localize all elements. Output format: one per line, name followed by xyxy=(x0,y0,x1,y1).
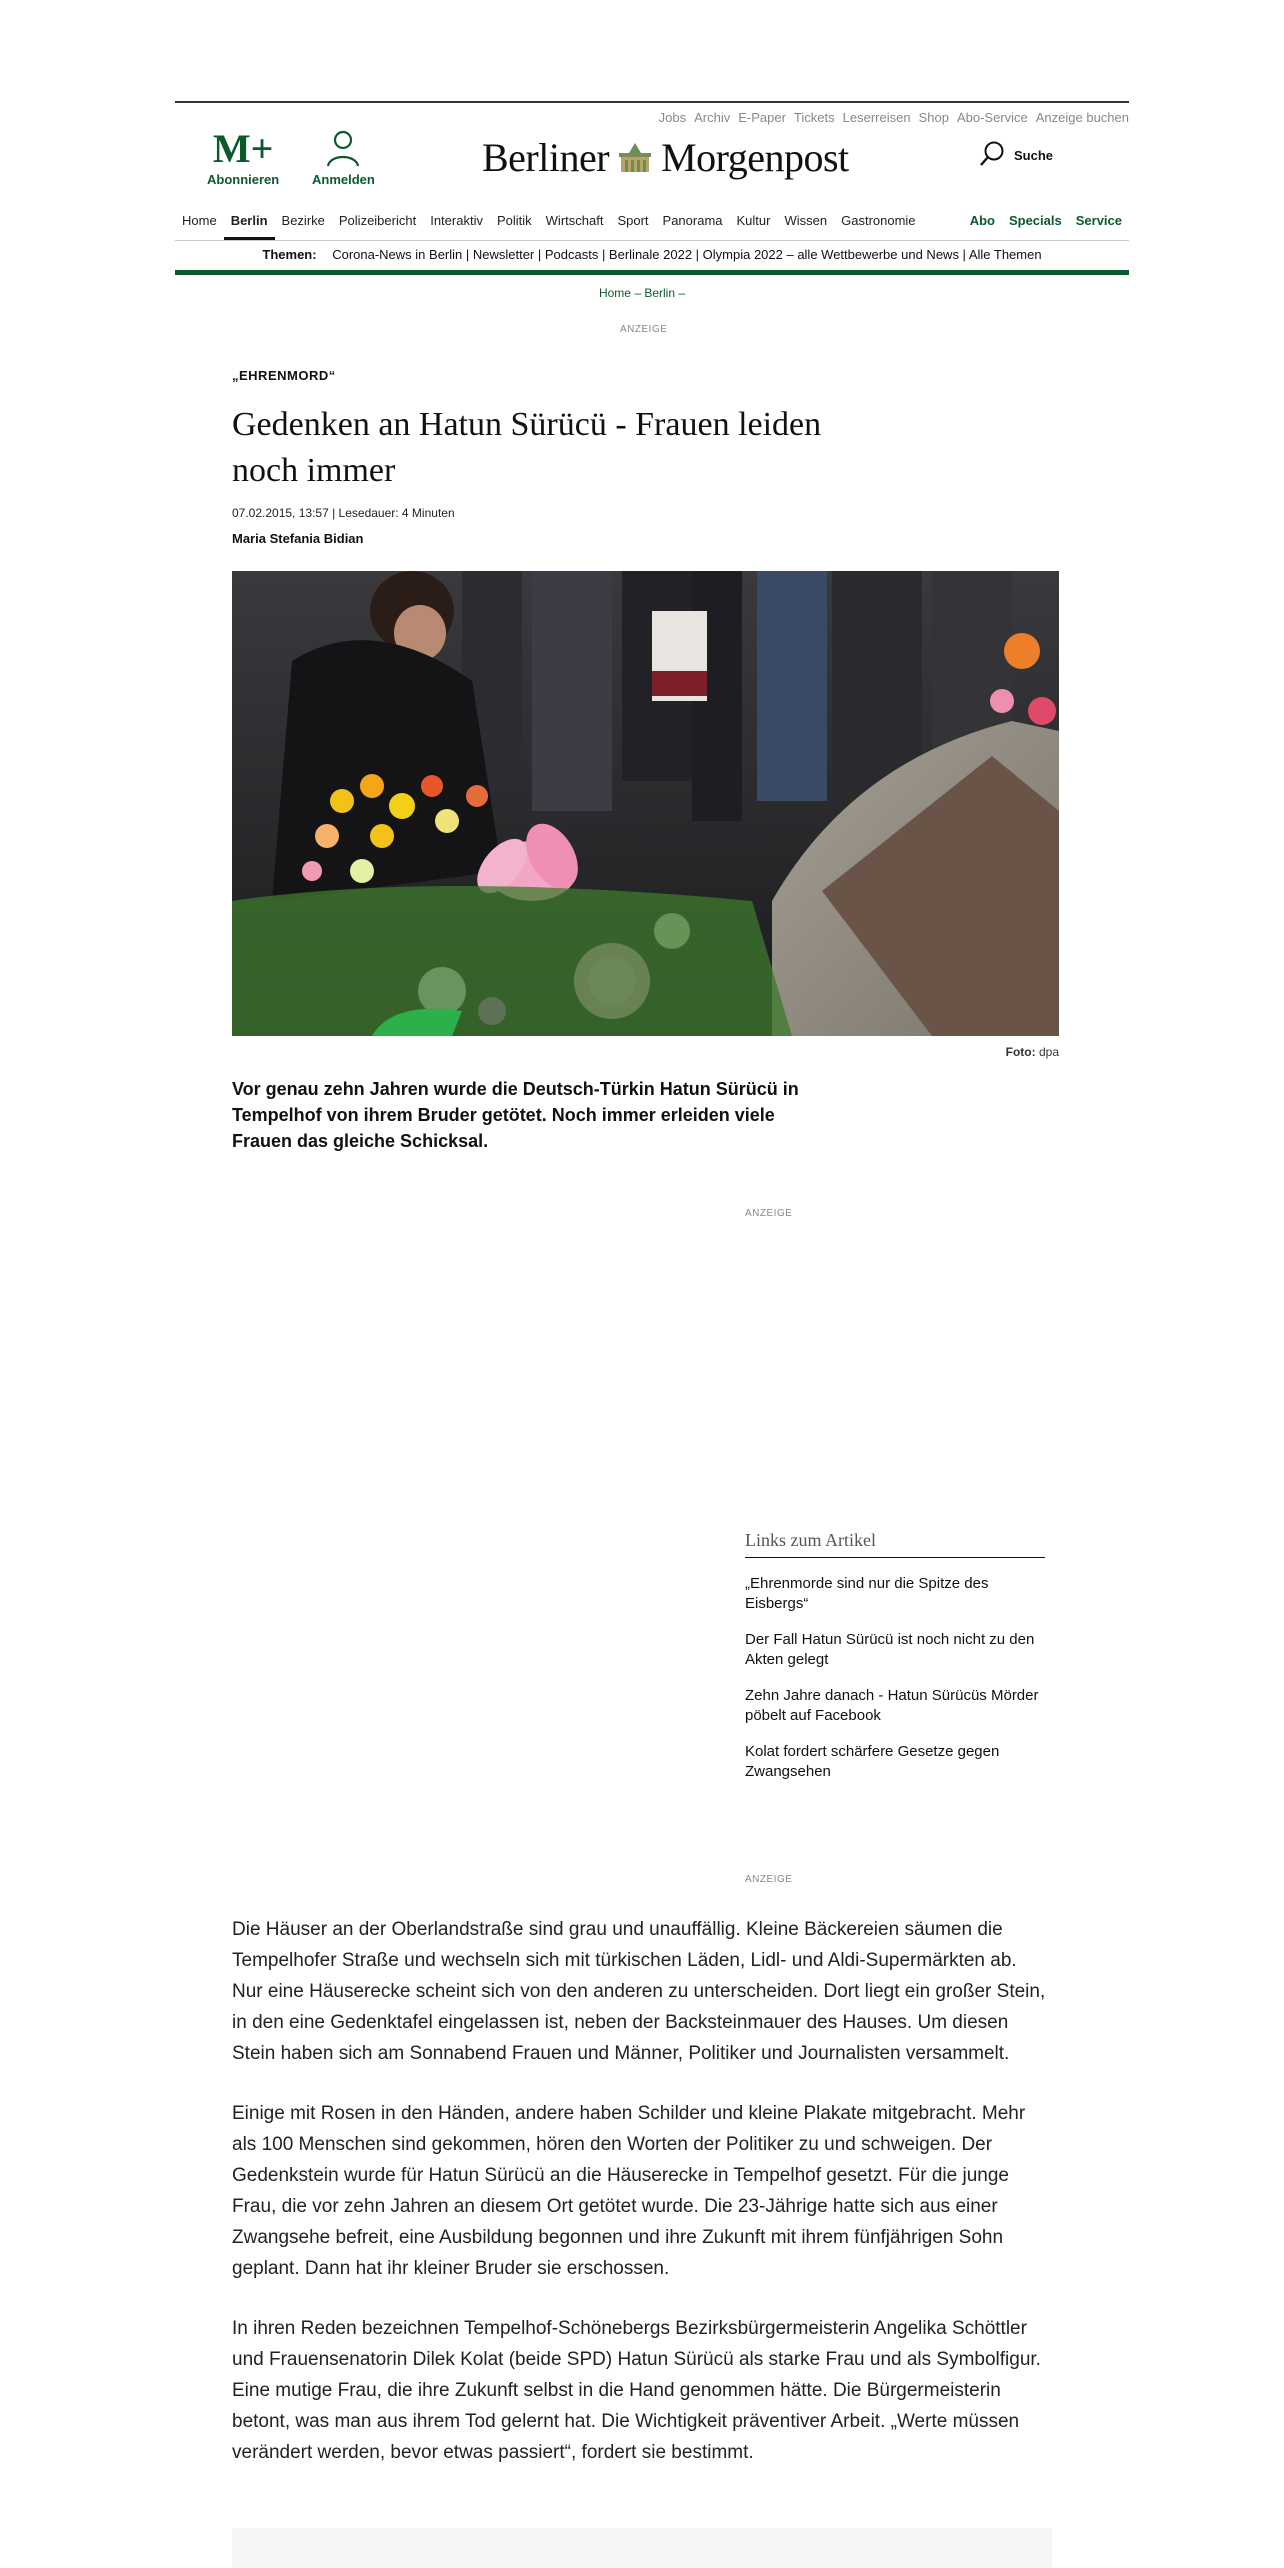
subscribe-button[interactable] xyxy=(207,128,279,187)
login-label: Anmelden xyxy=(312,172,375,187)
related-links xyxy=(745,1530,1045,1798)
logo-text-left: Berliner xyxy=(482,135,610,180)
article-paragraph: Einige mit Rosen in den Händen, andere haben Schilder und kleine Plakate mitgebracht. Mehr als 100 Menschen sind gekommen, hören den Worten der Politiker zu und schweigen. Der Gedenkstein wurde für Hatun Sürücü an die Häuserecke in Tempelhof gesetzt. Für die junge Frau, die vor zehn Jahren an diesem Ort getötet wurde. Die 23-Jährige hatte sich aus einer Zwangsehe befreit, eine Ausbildung begonnen und ihre Zukunft mit ihrem fünfjährigen Sohn geplant. Dann hat ihr kleiner Bruder sie erschossen. xyxy=(232,2103,1026,2279)
article-title: Gedenken an Hatun Sürücü - Frauen leiden noch immer xyxy=(232,406,822,489)
article-author[interactable]: Maria Stefania Bidian xyxy=(232,531,364,546)
photo-credit xyxy=(1006,1045,1059,1059)
ad-label-middle: ANZEIGE xyxy=(745,1208,793,1219)
content-box xyxy=(232,2528,1052,2568)
nav-item-politik[interactable]: Politik xyxy=(496,213,532,228)
top-rule xyxy=(175,101,1129,103)
nav-item-home[interactable]: Home xyxy=(182,213,217,228)
nav-item-panorama[interactable]: Panorama xyxy=(662,213,723,228)
site-logo[interactable] xyxy=(482,134,849,181)
nav-item-bezirke[interactable]: Bezirke xyxy=(281,213,325,228)
user-icon xyxy=(312,128,375,170)
nav-item-sport[interactable]: Sport xyxy=(617,213,649,228)
themen-bar xyxy=(175,247,1129,262)
nav-item-kultur[interactable]: Kultur xyxy=(736,213,771,228)
breadcrumb[interactable]: Home – Berlin – xyxy=(598,286,686,300)
ad-label-top: ANZEIGE xyxy=(620,324,668,335)
main-nav xyxy=(175,208,1129,240)
article-body xyxy=(232,1914,1052,2497)
nav-item-polizeibericht[interactable]: Polizeibericht xyxy=(338,213,417,228)
meta-link-abo-service[interactable]: Abo-Service xyxy=(956,110,1028,125)
ad-label-bottom: ANZEIGE xyxy=(745,1874,793,1885)
meta-link-jobs[interactable]: Jobs xyxy=(658,110,687,125)
meta-link-shop[interactable]: Shop xyxy=(918,110,949,125)
search-button[interactable] xyxy=(978,140,1053,171)
article-photo[interactable] xyxy=(232,571,1059,1036)
article-kicker: „EHRENMORD“ xyxy=(232,368,336,383)
meta-link-archiv[interactable]: Archiv xyxy=(694,110,731,125)
related-link[interactable]: „Ehrenmorde sind nur die Spitze des Eisbergs“ xyxy=(745,1575,989,1612)
related-links-heading: Links zum Artikel xyxy=(745,1530,1045,1558)
nav-divider xyxy=(175,240,1129,241)
login-button[interactable] xyxy=(312,128,375,187)
mplus-icon: M+ xyxy=(212,126,274,171)
nav-item-wissen[interactable]: Wissen xyxy=(784,213,828,228)
article-paragraph: Die Häuser an der Oberlandstraße sind grau und unauffällig. Kleine Bäckereien säumen die Tempelhofer Straße und wechseln sich mit türkischen Läden, Lidl- und Aldi-Supermärkten ab. Nur eine Häuserecke scheint sich von den anderen zu unterscheiden. Dort liegt ein großer Stein, in den eine Gedenktafel eingelassen ist, neben der Backsteinmauer des Hauses. Um diesen Stein haben sich am Sonnabend Frauen und Männer, Politiker und Journalisten versammelt. xyxy=(232,1919,1046,2064)
article-lead: Vor genau zehn Jahren wurde die Deutsch-Türkin Hatun Sürücü in Tempelhof von ihrem Bruder getötet. Noch immer erleiden viele Frauen das gleiche Schicksal. xyxy=(232,1079,799,1151)
meta-link-anzeige-buchen[interactable]: Anzeige buchen xyxy=(1035,110,1129,125)
nav-right-group xyxy=(963,208,1129,240)
photo-credit-label: Foto: xyxy=(1005,1045,1036,1059)
related-link[interactable]: Zehn Jahre danach - Hatun Sürücüs Mörder pöbelt auf Facebook xyxy=(745,1687,1039,1724)
nav-item-berlin[interactable]: Berlin xyxy=(224,208,275,240)
search-icon xyxy=(978,140,1006,171)
nav-item-gastronomie[interactable]: Gastronomie xyxy=(841,213,916,228)
nav-item-specials[interactable]: Specials xyxy=(1008,213,1062,228)
logo-text-right: Morgenpost xyxy=(661,135,849,180)
article-date: 07.02.2015, 13:57 | Lesedauer: 4 Minuten xyxy=(232,506,455,520)
search-label: Suche xyxy=(1014,148,1054,163)
meta-link-leserreisen[interactable]: Leserreisen xyxy=(842,110,911,125)
green-divider xyxy=(175,270,1129,275)
photo-credit-source: dpa xyxy=(1038,1045,1059,1059)
crest-icon xyxy=(615,138,655,178)
meta-link-tickets[interactable]: Tickets xyxy=(793,110,835,125)
nav-item-abo[interactable]: Abo xyxy=(969,213,995,228)
related-link[interactable]: Der Fall Hatun Sürücü ist noch nicht zu den Akten gelegt xyxy=(745,1631,1035,1668)
related-link[interactable]: Kolat fordert schärfere Gesetze gegen Zwangsehen xyxy=(745,1743,1000,1780)
meta-nav xyxy=(659,110,1129,125)
meta-link-epaper[interactable]: E-Paper xyxy=(738,110,786,125)
nav-item-wirtschaft[interactable]: Wirtschaft xyxy=(545,213,604,228)
subscribe-label: Abonnieren xyxy=(207,172,280,187)
themen-links[interactable]: Corona-News in Berlin | Newsletter | Podcasts | Berlinale 2022 | Olympia 2022 – alle Wettbewerbe und News | Alle Themen xyxy=(332,247,1042,262)
article-paragraph: In ihren Reden bezeichnen Tempelhof-Schönebergs Bezirksbürgermeisterin Angelika Schöttler und Frauensenatorin Dilek Kolat (beide SPD) Hatun Sürücü als starke Frau und als Symbolfigur. Eine mutige Frau, die ihre Zukunft selbst in die Hand genommen hätte. Die Bürgermeisterin betont, was man aus ihrem Tod gelernt hat. Die Wichtigkeit präventiver Arbeit. „Werte müssen verändert werden, bevor etwas passiert“, fordert sie bestimmt. xyxy=(232,2318,1041,2463)
themen-label: Themen: xyxy=(262,247,317,262)
nav-item-interaktiv[interactable]: Interaktiv xyxy=(430,213,483,228)
nav-item-service[interactable]: Service xyxy=(1075,213,1122,228)
